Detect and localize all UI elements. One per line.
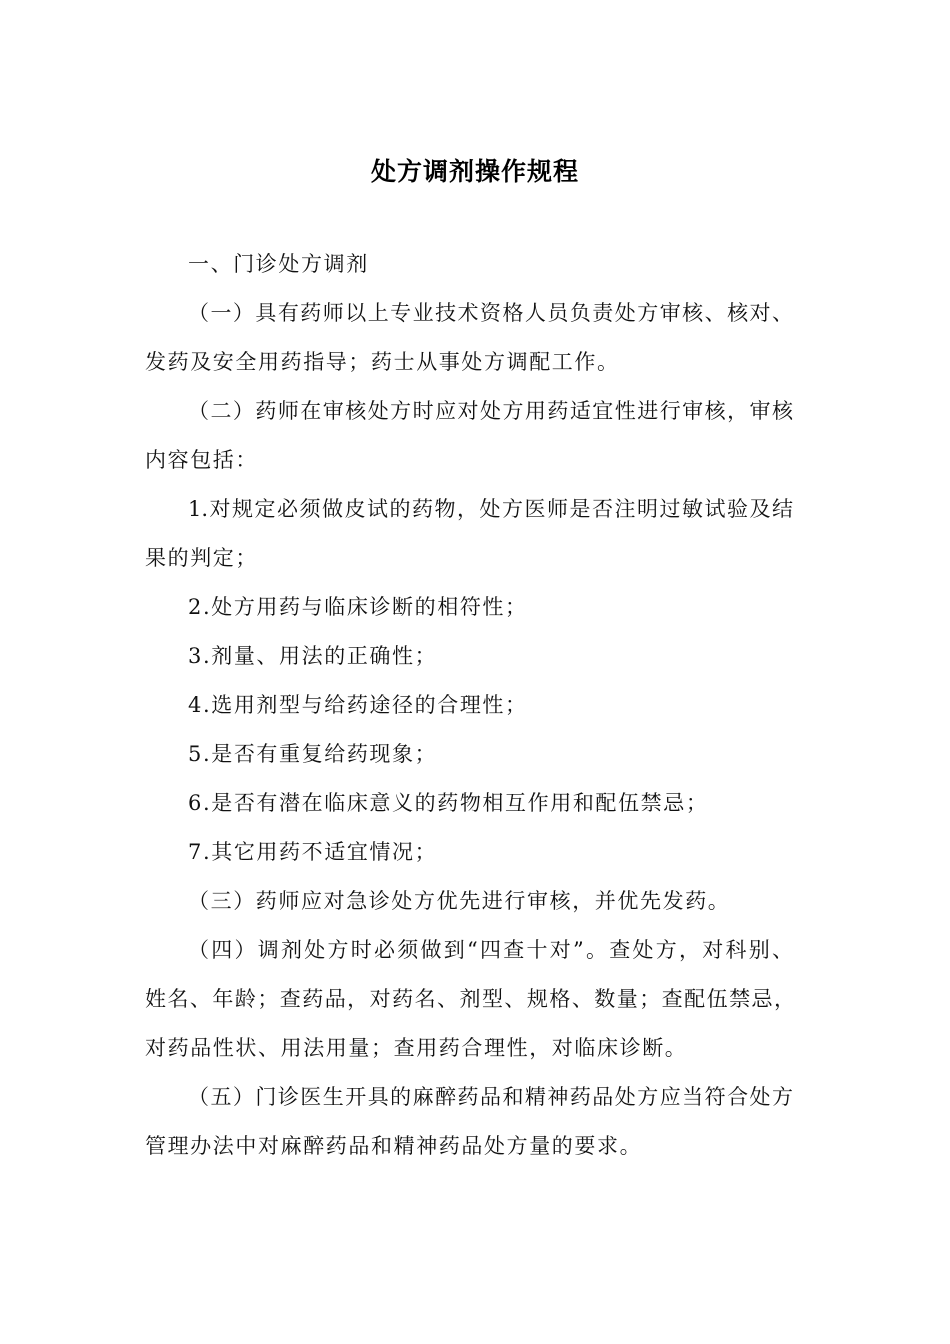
- list-item: 7.其它用药不适宜情况；: [188, 840, 438, 864]
- list-item: 3.剂量、用法的正确性；: [188, 644, 438, 668]
- paragraph-line: （二）药师在审核处方时应对处方用药适宜性进行审核，审核: [188, 399, 793, 423]
- document-title: 处方调剂操作规程: [370, 157, 579, 186]
- paragraph-line: （四）调剂处方时必须做到“四查十对”。查处方，对科别、: [188, 938, 793, 962]
- list-item: 4.选用剂型与给药途径的合理性；: [188, 693, 528, 717]
- list-item-continuation: 果的判定；: [145, 546, 258, 570]
- paragraph-line: 姓名、年龄；查药品，对药名、剂型、规格、数量；查配伍禁忌，: [145, 987, 795, 1011]
- paragraph-line: （一）具有药师以上专业技术资格人员负责处方审核、核对、: [188, 301, 793, 325]
- section-heading: 一、门诊处方调剂: [188, 252, 369, 276]
- paragraph-line: （三）药师应对急诊处方优先进行审核，并优先发药。: [188, 889, 731, 913]
- paragraph-line: 内容包括：: [145, 448, 258, 472]
- paragraph-line: 对药品性状、用法用量；查用药合理性，对临床诊断。: [145, 1036, 688, 1060]
- paragraph-line: 发药及安全用药指导；药士从事处方调配工作。: [145, 350, 620, 374]
- list-item: 1.对规定必须做皮试的药物，处方医师是否注明过敏试验及结: [188, 497, 793, 521]
- paragraph-line: 管理办法中对麻醉药品和精神药品处方量的要求。: [145, 1134, 643, 1158]
- paragraph-line: （五）门诊医生开具的麻醉药品和精神药品处方应当符合处方: [188, 1085, 793, 1109]
- list-item: 6.是否有潜在临床意义的药物相互作用和配伍禁忌；: [188, 791, 709, 815]
- list-item: 2.处方用药与临床诊断的相符性；: [188, 595, 528, 619]
- list-item: 5.是否有重复给药现象；: [188, 742, 438, 766]
